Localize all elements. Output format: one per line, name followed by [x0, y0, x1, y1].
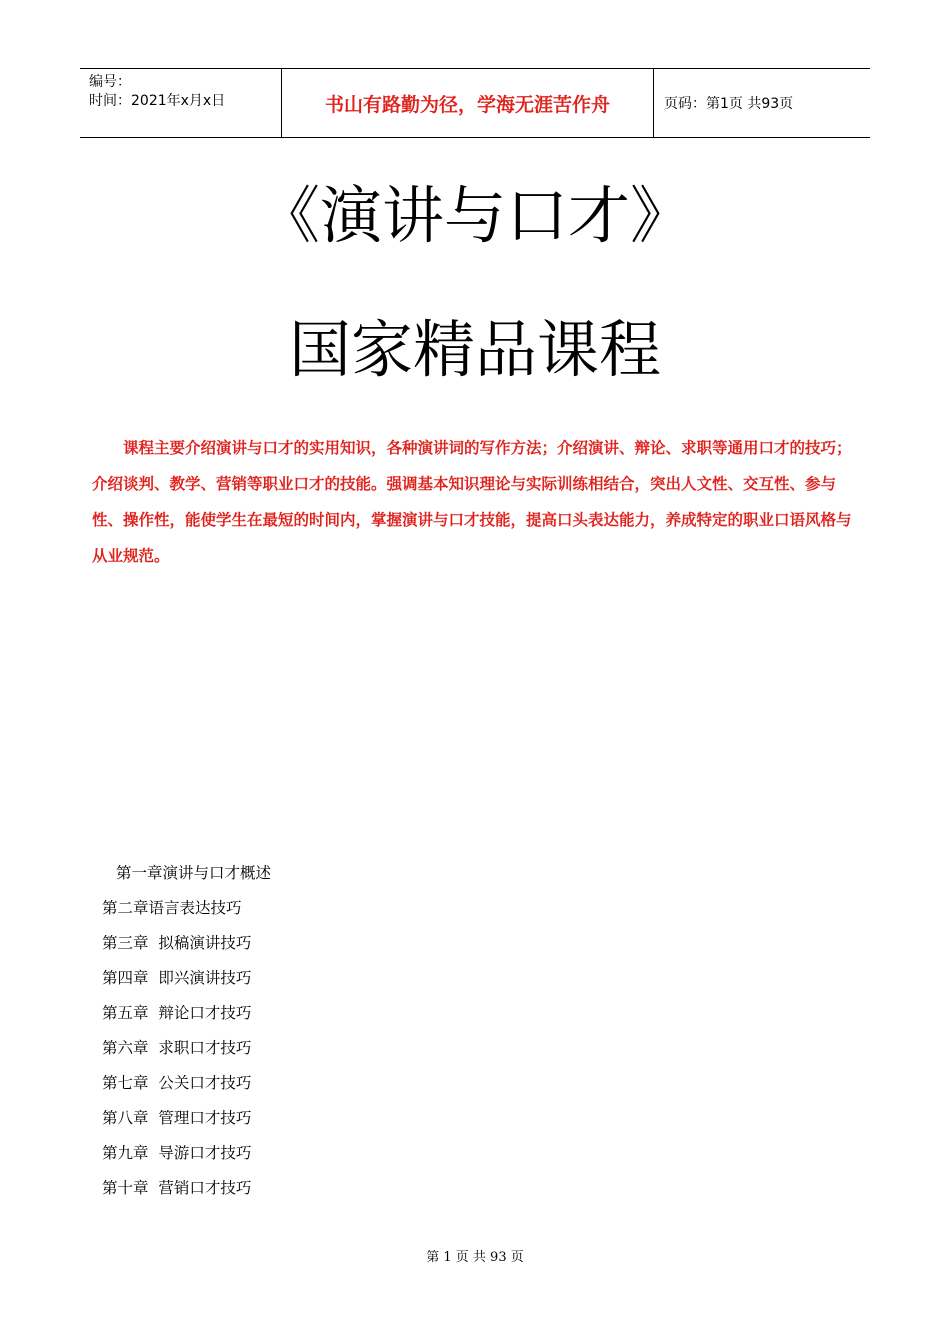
header-motto: 书山有路勤为径，学海无涯苦作舟 — [281, 69, 654, 137]
page-footer: 第 1 页 共 93 页 — [426, 1250, 524, 1265]
header-meta — [80, 69, 281, 137]
toc-item: 第八章 管理口才技巧 — [102, 1109, 252, 1127]
toc-item: 第三章 拟稿演讲技巧 — [102, 934, 252, 952]
toc-item: 第一章演讲与口才概述 — [116, 864, 272, 882]
toc-item: 第七章 公关口才技巧 — [102, 1074, 252, 1092]
document-subtitle: 国家精品课程 — [288, 313, 661, 386]
toc-item: 第五章 辩论口才技巧 — [102, 1004, 252, 1022]
table-of-contents — [102, 856, 271, 1206]
header-page-info: 页码：第1页 共93页 — [664, 96, 794, 112]
toc-item: 第十章 营销口才技巧 — [102, 1179, 252, 1197]
toc-item: 第六章 求职口才技巧 — [102, 1039, 252, 1057]
number-label: 编号： — [89, 74, 131, 90]
page-header — [80, 68, 870, 138]
toc-item: 第九章 导游口才技巧 — [102, 1144, 252, 1162]
toc-item: 第二章语言表达技巧 — [102, 899, 242, 917]
toc-item: 第四章 即兴演讲技巧 — [102, 969, 252, 987]
time-label: 时间：2021年x月x日 — [89, 93, 226, 109]
course-intro-paragraph: 课程主要介绍演讲与口才的实用知识，各种演讲词的写作方法；介绍演讲、辩论、求职等通用口才的技巧；介绍谈判、教学、营销等职业口才的技能。强调基本知识理论与实际训练相结合，突出人文性、交互性、参与性、操作性，能使学生在最短的时间内，掌握演讲与口才技能，提高口头表达能力，养成特定的职业口语风格与从业规范。 — [92, 439, 852, 565]
document-title: 《演讲与口才》 — [257, 179, 692, 252]
